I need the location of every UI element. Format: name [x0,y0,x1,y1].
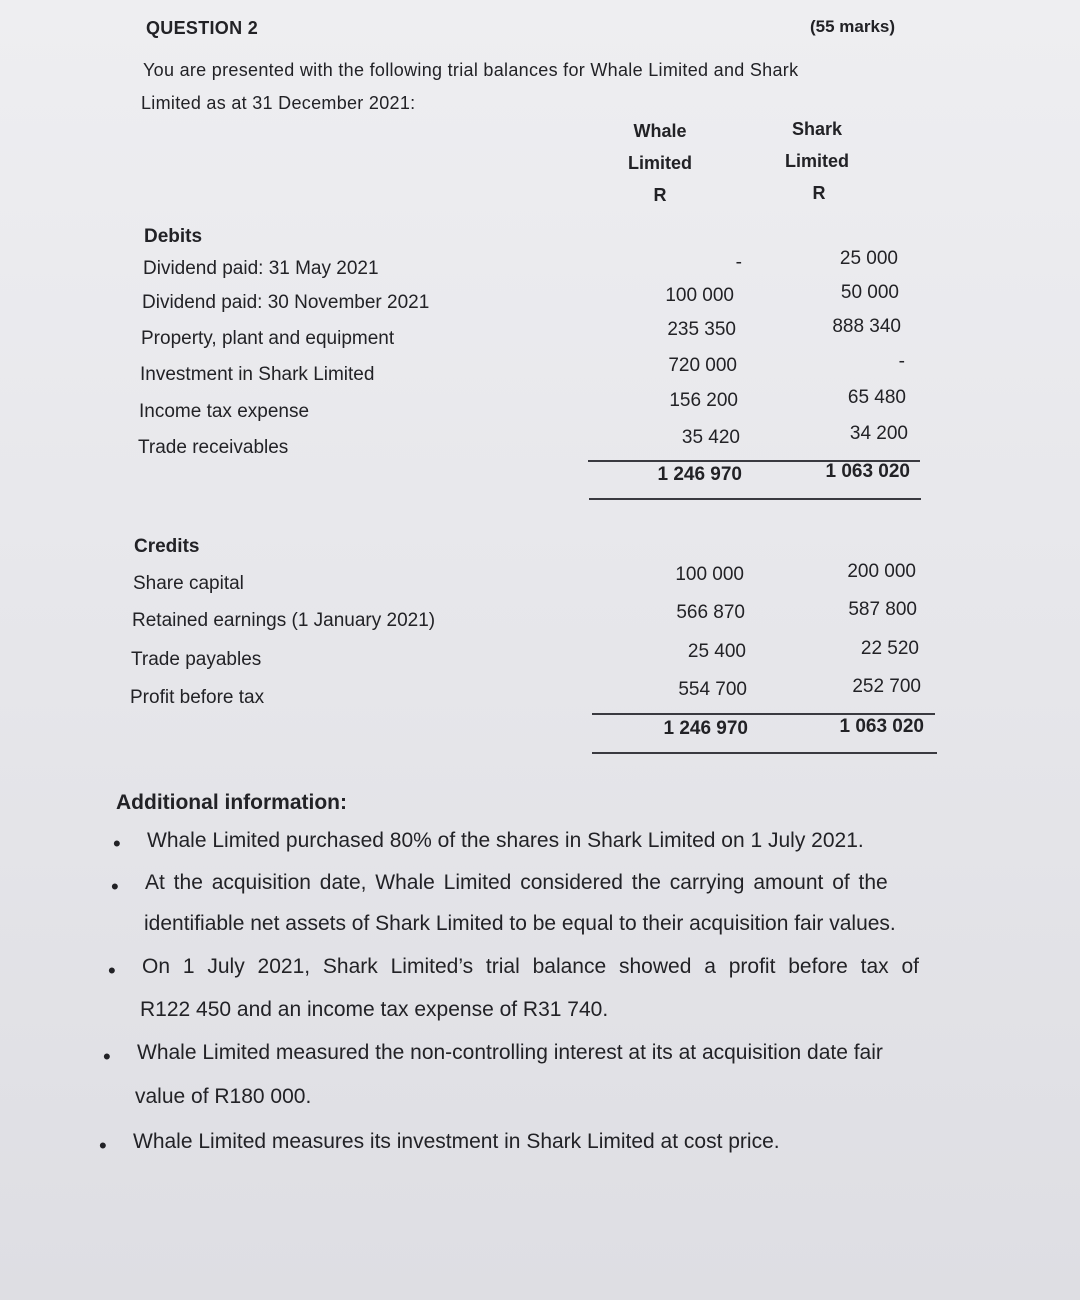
debits-total-shark: 1 063 020 [825,461,910,482]
credits-total-rule [592,752,937,754]
debit-shark-value: 888 340 [832,316,901,337]
credit-label: Trade payables [131,649,262,670]
info-item-line: identifiable net assets of Shark Limited to be equal to their acquisition fair values. [144,912,896,935]
intro-line-1: You are presented with the following trial balances for Whale Limited and Shark [143,60,799,80]
shark-col-header-1: Shark [791,119,843,139]
credit-shark-value: 252 700 [852,676,921,697]
debit-label: Property, plant and equipment [141,328,395,349]
bullet-dot: • [108,958,116,983]
info-item-line: Whale Limited measures its investment in Shark Limited at cost price. [133,1130,780,1153]
debits-total-rule [589,498,921,500]
debits-total-whale: 1 246 970 [657,464,742,485]
debit-whale-value: 235 350 [667,319,736,340]
credit-shark-value: 200 000 [847,561,916,582]
intro-line-2: Limited as at 31 December 2021: [141,93,416,113]
credits-total-whale: 1 246 970 [663,718,748,739]
debit-whale-value: 720 000 [668,355,737,376]
bullet-dot: • [113,831,121,856]
debit-shark-value: 65 480 [847,387,906,408]
credits-total-shark: 1 063 020 [839,716,924,737]
info-item-line: On 1 July 2021, Shark Limited’s trial balance showed a profit before tax of [142,955,919,978]
bullet-dot: • [99,1133,107,1158]
info-item-line: At the acquisition date, Whale Limited considered the carrying amount of the [145,871,888,894]
debit-whale-value: - [735,252,742,273]
debit-shark-value: 25 000 [839,248,898,269]
debit-label: Income tax expense [139,401,310,422]
info-item-line: Whale Limited purchased 80% of the shares in Shark Limited on 1 July 2021. [147,829,864,852]
debit-whale-value: 156 200 [669,390,738,411]
whale-col-unit: R [653,185,667,205]
debits-heading: Debits [144,226,203,247]
debit-label: Investment in Shark Limited [140,364,375,385]
debit-shark-value: - [898,351,905,372]
credits-heading: Credits [134,536,200,557]
shark-col-unit: R [812,183,826,203]
credit-whale-value: 100 000 [675,564,744,585]
credit-label: Profit before tax [130,687,265,708]
credit-shark-value: 587 800 [848,599,917,620]
whale-col-header-2: Limited [627,153,692,173]
credit-shark-value: 22 520 [860,638,919,659]
debit-whale-value: 100 000 [665,285,734,306]
question-title: QUESTION 2 [146,18,259,38]
bullet-dot: • [103,1044,111,1069]
credits-subtotal-rule [592,713,935,715]
additional-info-heading: Additional information: [116,791,347,814]
shark-col-header-2: Limited [784,151,849,171]
debit-shark-value: 34 200 [849,423,908,444]
debit-whale-value: 35 420 [681,427,740,448]
debit-label: Dividend paid: 30 November 2021 [142,292,430,313]
bullet-dot: • [111,874,119,899]
question-marks: (55 marks) [810,17,896,36]
debit-label: Dividend paid: 31 May 2021 [143,258,379,279]
credit-whale-value: 25 400 [687,641,746,662]
credit-label: Share capital [133,573,244,594]
info-item-line: Whale Limited measured the non-controlling interest at its at acquisition date fair [137,1041,883,1064]
whale-col-header-1: Whale [633,121,687,141]
info-item-line: R122 450 and an income tax expense of R31 740. [140,998,609,1021]
credit-label: Retained earnings (1 January 2021) [132,610,436,631]
debit-label: Trade receivables [138,437,289,458]
info-item-line: value of R180 000. [135,1085,312,1108]
credit-whale-value: 566 870 [676,602,745,623]
credit-whale-value: 554 700 [678,679,747,700]
debit-shark-value: 50 000 [840,282,899,303]
